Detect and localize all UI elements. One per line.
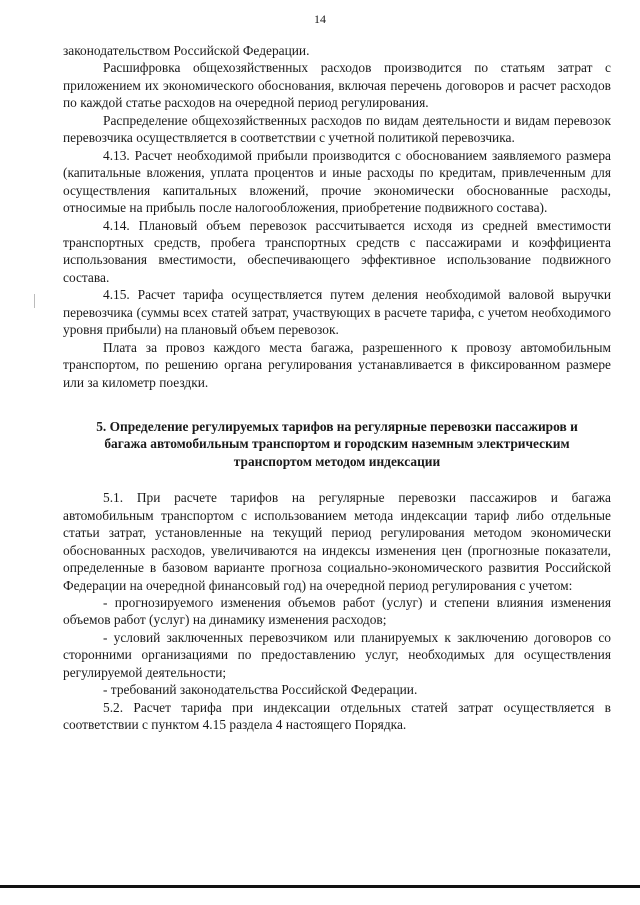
paragraph: - условий заключенных перевозчиком или планируемых к заключению договоров со сторонними организациями по предоставлению услуг, необходимых для осуществления регулируемой деятельности; xyxy=(63,629,611,680)
section-heading-line-1: 5. Определение регулируемых тарифов на регулярные перевозки пассажиров и xyxy=(96,419,578,435)
paragraph: 4.13. Расчет необходимой прибыли производится с обоснованием заявляемого размера (капитальные вложения, уплата процентов и иные расходы по кредитам, привлеченным для осуществления капитальных вложений, прочие экономически обоснованные расходы, относимые на прибыль после налогообложения, приобретение подвижного состава). xyxy=(63,147,611,216)
paragraph: Плата за провоз каждого места багажа, разрешенного к провозу автомобильным транспортом, по решению органа регулирования устанавливается в фиксированном размере или за километр поездки. xyxy=(63,339,611,390)
document-body xyxy=(63,42,611,734)
paragraphs-after-section xyxy=(63,489,611,733)
paragraph: - требований законодательства Российской Федерации. xyxy=(103,682,418,698)
section-heading-line-2: багажа автомобильным транспортом и городским наземным электрическим xyxy=(104,436,570,452)
paragraph: законодательством Российской Федерации. xyxy=(63,43,310,58)
paragraph: - прогнозируемого изменения объемов работ (услуг) и степени влияния изменения объемов работ (услуг) на динамику изменения расходов; xyxy=(63,595,611,628)
paragraph: Распределение общехозяйственных расходов по видам деятельности и видам перевозок перевозчика осуществляется в соответствии с учетной политикой перевозчика. xyxy=(63,112,611,146)
paragraph: 4.15. Расчет тарифа осуществляется путем деления необходимой валовой выручки перевозчика (суммы всех статей затрат, участвующих в расчете тарифа, с учетом необходимого уровня прибыли) на плановый объем перевозок. xyxy=(63,287,611,338)
paragraph: 5.1. При расчете тарифов на регулярные перевозки пассажиров и багажа автомобильным транспортом с использованием метода индексации тариф либо отдельные статьи затрат, установленные на текущий период регулирования методом экономически обоснованных расходов, увеличиваются на индексы изменения цен (прогнозные показатели, определенные в базовом варианте прогноза социально-экономического развития Российской Федерации на очередной финансовый год) на очередной период регулирования с учетом: xyxy=(63,490,611,593)
section-heading xyxy=(63,418,611,470)
page-number: 14 xyxy=(314,12,326,26)
paragraphs-before-section xyxy=(63,42,611,391)
paragraph: 5.2. Расчет тарифа при индексации отдельных статей затрат осуществляется в соответствии с пунктом 4.15 раздела 4 настоящего Порядка. xyxy=(63,699,611,733)
section-heading-line-3: транспортом методом индексации xyxy=(233,453,441,469)
paragraph: 4.14. Плановый объем перевозок рассчитывается исходя из средней вместимости транспортных средств, пробега транспортных средств с пассажирами и коэффициента использования вместимости, обеспечивающего эффективное использование подвижного состава. xyxy=(63,217,611,285)
margin-mark xyxy=(34,294,35,308)
paragraph: Расшифровка общехозяйственных расходов производится по статьям затрат с приложением их экономического обоснования, включая перечень договоров и расчет расходов по каждой статье расходов на очередной период регулирования. xyxy=(63,60,611,111)
bottom-rule xyxy=(0,885,640,888)
